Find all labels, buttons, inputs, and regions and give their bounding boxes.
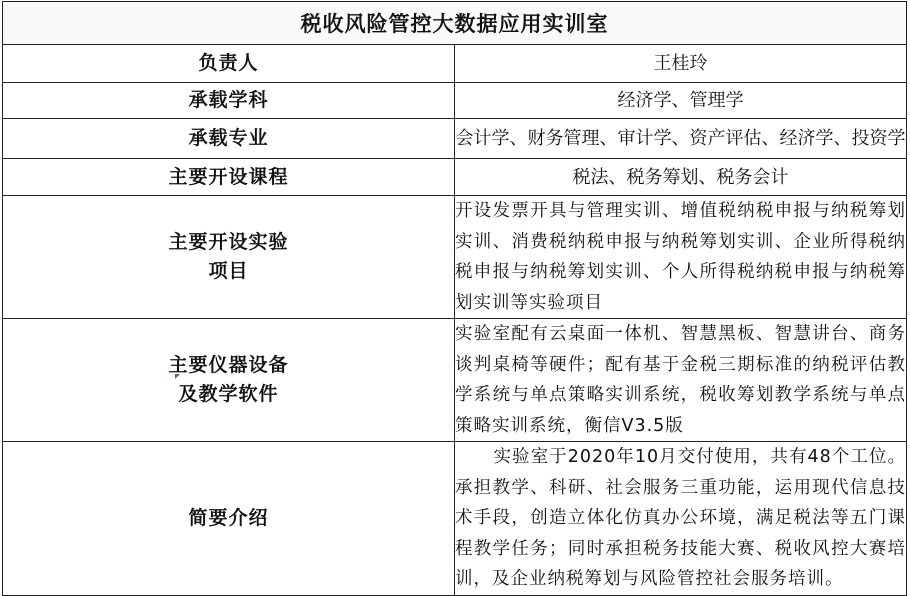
label-experiment-projects [3,196,455,319]
label-line: 项目 [208,260,249,282]
value-experiment-projects: 开设发票开具与管理实训、增值税纳税申报与纳税筹划实训、消费税纳税申报与纳税筹划实训、企业所得税纳税申报与纳税筹划实训、个人所得税纳税申报与纳税筹划实训等实验项目 [455,196,907,319]
lab-info-table [2,1,907,596]
value-person-in-charge: 王桂玲 [455,45,907,83]
value-majors: 会计学、财务管理、审计学、资产评估、经济学、投资学 [455,119,907,159]
label-equipment-software [3,319,455,442]
label-majors: 承载专业 [3,119,455,159]
value-brief-intro: 实验室于2020年10月交付使用，共有48个工位。承担教学、科研、社会服务三重功能，运用现代信息技术手段，创造立体化仿真办公环境，满足税法等五门课程教学任务；同时承担税务技能大赛、税收风控大赛培训，及企业纳税筹划与风险管控社会服务培训。 [455,442,907,596]
cell-comment-marker [175,374,180,379]
table-row [3,45,907,83]
label-brief-intro: 简要介绍 [3,442,455,596]
label-line: 主要开设实验 [168,231,289,253]
table-row [3,159,907,196]
table-row [3,442,907,596]
title-row [3,2,907,45]
table-row [3,319,907,442]
table-row [3,196,907,319]
label-disciplines: 承载学科 [3,83,455,119]
value-disciplines: 经济学、管理学 [455,83,907,119]
label-line: 主要仪器设备 [168,354,289,376]
value-main-courses: 税法、税务筹划、税务会计 [455,159,907,196]
label-line: 及教学软件 [178,383,279,405]
label-main-courses: 主要开设课程 [3,159,455,196]
label-person-in-charge: 负责人 [3,45,455,83]
table-row [3,83,907,119]
value-equipment-software: 实验室配有云桌面一体机、智慧黑板、智慧讲台、商务谈判桌椅等硬件；配有基于金税三期标准的纳税评估教学系统与单点策略实训系统，税收筹划教学系统与单点策略实训系统，衡信V3.5版 [455,319,907,442]
table-title: 税收风险管控大数据应用实训室 [3,2,907,45]
table-row [3,119,907,159]
